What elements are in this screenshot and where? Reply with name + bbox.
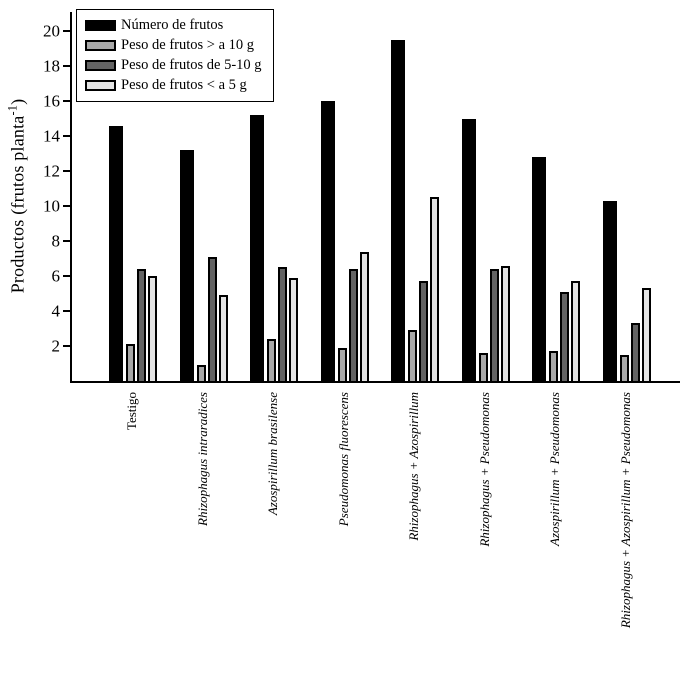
bar [549,351,558,381]
bar [560,292,569,381]
x-axis-label: Rhizophagus + Azospirillum + Pseudomonas [617,392,633,629]
legend-swatch-numero-frutos [85,20,116,31]
legend-item [85,15,265,35]
legend-item [85,55,265,75]
legend-swatch-peso-mayor-10g [85,40,116,51]
legend [76,9,274,102]
bar [631,323,640,381]
x-axis-label: Rhizophagus + Pseudomonas [476,392,492,547]
bar [349,269,358,381]
bar [109,126,123,382]
bar [532,157,546,381]
x-axis-label: Rhizophagus intraradices [194,392,210,526]
y-tick-mark [63,275,70,277]
y-axis-title-close: ) [7,98,28,105]
legend-swatch-peso-5-10g [85,60,116,71]
bar [250,115,264,381]
legend-swatch-peso-menor-5g [85,80,116,91]
bar [321,101,335,381]
bar [571,281,580,381]
bar [479,353,488,381]
y-tick-mark [63,345,70,347]
bar [278,267,287,381]
y-tick-mark [63,30,70,32]
x-axis-label: Azospirillum + Pseudomonas [547,392,562,546]
bar [391,40,405,381]
bar [430,197,439,381]
bar [642,288,651,381]
legend-item [85,35,265,55]
bar [408,330,417,381]
y-tick-mark [63,135,70,137]
bar [338,348,347,381]
y-tick-label: 6 [51,266,60,286]
legend-label: Número de frutos [121,16,224,33]
y-tick-mark [63,170,70,172]
y-tick-label: 8 [51,231,60,251]
legend-label: Peso de frutos < a 5 g [121,76,247,93]
x-axis-label: Pseudomonas fluorescens [335,392,351,527]
y-tick-label: 4 [51,301,60,321]
y-tick-label: 18 [43,56,60,76]
bar [603,201,617,381]
y-tick-label: 12 [43,161,60,181]
bar [126,344,135,381]
legend-item [85,75,265,95]
bar [208,257,217,381]
y-axis-title-superscript: -1 [5,104,20,116]
bar [490,269,499,381]
y-tick-label: 14 [43,126,60,146]
bar [289,278,298,381]
y-tick-label: 20 [43,21,60,41]
bar [137,269,146,381]
y-tick-mark [63,100,70,102]
x-axis-label: Testigo [124,392,139,431]
bar [219,295,228,381]
y-tick-label: 10 [43,196,60,216]
y-tick-label: 16 [43,91,60,111]
bar [419,281,428,381]
y-axis-title-text: Productos (frutos planta [7,115,28,294]
y-tick-mark [63,65,70,67]
y-tick-mark [63,240,70,242]
bar [501,266,510,382]
bar [197,365,206,381]
legend-label: Peso de frutos de 5-10 g [121,56,262,73]
x-axis-label: Azospirillum brasilense [265,392,280,516]
y-tick-label: 2 [51,336,60,356]
bar [462,119,476,382]
bar [267,339,276,381]
bar [620,355,629,381]
bar [360,252,369,382]
y-tick-mark [63,310,70,312]
bar [148,276,157,381]
y-tick-mark [63,205,70,207]
legend-label: Peso de frutos > a 10 g [121,36,255,53]
bar [180,150,194,381]
x-axis-label: Rhizophagus + Azospirillum [406,392,421,541]
